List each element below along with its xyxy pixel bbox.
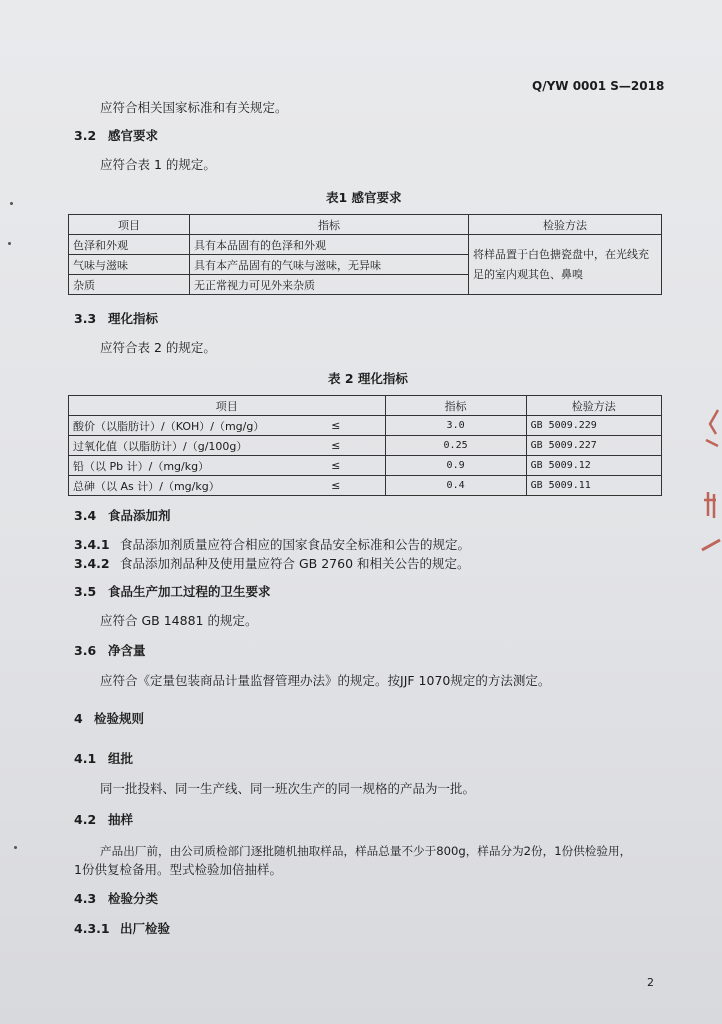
section-number: 4 <box>74 711 83 726</box>
table2-cell: ≤ <box>287 436 385 456</box>
scan-speck <box>14 846 17 849</box>
table1-caption: 表1 感官要求 <box>326 190 402 205</box>
section-title: 净含量 <box>108 643 146 658</box>
section-3-3-body: 应符合表 2 的规定。 <box>100 340 216 355</box>
section-title: 食品添加剂 <box>108 508 171 523</box>
section-title: 出厂检验 <box>120 921 171 936</box>
section-title: 组批 <box>108 751 134 766</box>
table2-cell: GB 5009.227 <box>526 436 661 456</box>
section-3-6-body: 应符合《定量包装商品计量监督管理办法》的规定。按JJF 1070规定的方法测定。 <box>100 673 551 688</box>
table1-cell: 无正常视力可见外来杂质 <box>190 275 469 295</box>
section-title: 理化指标 <box>108 311 159 326</box>
scan-speck <box>8 242 11 245</box>
table2-cell: 酸价（以脂肪计）/（KOH）/（mg/g） <box>69 416 288 436</box>
section-4-2-body-line2: 1份供复检备用。型式检验加倍抽样。 <box>74 862 282 877</box>
section-4-1-heading <box>74 751 133 767</box>
section-3-4-2 <box>74 556 470 572</box>
section-3-3-heading <box>74 311 158 327</box>
table2-cell: 3.0 <box>385 416 526 436</box>
table2-cell: 0.25 <box>385 436 526 456</box>
table2-cell: 过氧化值（以脂肪计）/（g/100g） <box>69 436 288 456</box>
table1-cell: 气味与滋味 <box>69 255 190 275</box>
section-number: 3.2 <box>74 128 97 143</box>
section-4-1-body: 同一批投料、同一生产线、同一班次生产的同一规格的产品为一批。 <box>100 781 476 796</box>
section-3-2-body: 应符合表 1 的规定。 <box>100 157 216 172</box>
doc-code: Q/YW 0001 S—2018 <box>532 79 665 93</box>
section-3-2-heading <box>74 128 158 144</box>
section-number: 4.2 <box>74 812 97 827</box>
table1-cell: 杂质 <box>69 275 190 295</box>
section-4-2-body-line1: 产品出厂前，由公司质检部门逐批随机抽取样品，样品总量不少于800g，样品分为2份，1份供检验用， <box>100 844 632 858</box>
table1-header-item: 项目 <box>69 215 190 235</box>
section-number: 3.4 <box>74 508 97 523</box>
section-title: 检验规则 <box>94 711 145 726</box>
table2-cell: ≤ <box>287 456 385 476</box>
table-row <box>69 456 662 476</box>
section-title: 感官要求 <box>108 128 159 143</box>
table2-cell: ≤ <box>287 476 385 496</box>
section-number: 4.3 <box>74 891 97 906</box>
clause-text: 食品添加剂品种及使用量应符合 GB 2760 和相关公告的规定。 <box>120 556 470 571</box>
page-number: 2 <box>647 976 654 989</box>
table-row <box>69 235 662 255</box>
table2-cell: GB 5009.229 <box>526 416 661 436</box>
table2-header-method: 检验方法 <box>526 396 661 416</box>
section-3-4-heading <box>74 508 171 524</box>
table2-cell: 铅（以 Pb 计）/（mg/kg） <box>69 456 288 476</box>
table2-cell: GB 5009.11 <box>526 476 661 496</box>
section-4-2-heading <box>74 812 133 828</box>
table-row <box>69 416 662 436</box>
clause-text: 食品添加剂质量应符合相应的国家食品安全标准和公告的规定。 <box>120 537 471 552</box>
table1-header-index: 指标 <box>190 215 469 235</box>
section-3-5-heading <box>74 584 271 600</box>
section-number: 3.3 <box>74 311 97 326</box>
section-number: 3.6 <box>74 643 97 658</box>
table2 <box>68 395 662 496</box>
section-3-4-1 <box>74 537 470 553</box>
table2-cell: ≤ <box>287 416 385 436</box>
section-3-5-body: 应符合 GB 14881 的规定。 <box>100 613 258 628</box>
table-row <box>69 476 662 496</box>
table1 <box>68 214 662 295</box>
table1-cell: 具有本产品固有的气味与滋味，无异味 <box>190 255 469 275</box>
table-row <box>69 436 662 456</box>
table2-cell: GB 5009.12 <box>526 456 661 476</box>
table2-caption: 表 2 理化指标 <box>328 371 408 386</box>
scan-speck <box>10 202 13 205</box>
section-4-3-heading <box>74 891 158 907</box>
seal-fragment-icon <box>698 400 722 570</box>
table2-cell: 0.9 <box>385 456 526 476</box>
section-3-6-heading <box>74 643 146 659</box>
table2-header-item: 项目 <box>69 396 386 416</box>
section-4-3-1-heading <box>74 921 170 937</box>
section-title: 检验分类 <box>108 891 159 906</box>
section-title: 抽样 <box>108 812 134 827</box>
table2-header-index: 指标 <box>385 396 526 416</box>
table1-header-method: 检验方法 <box>469 215 662 235</box>
section-4-heading <box>74 711 144 727</box>
table1-cell: 具有本品固有的色泽和外观 <box>190 235 469 255</box>
intro-line: 应符合相关国家标准和有关规定。 <box>100 100 288 115</box>
table1-method-cell: 将样品置于白色搪瓷盘中，在光线充足的室内观其色、鼻嗅 <box>469 235 662 295</box>
table1-cell: 色泽和外观 <box>69 235 190 255</box>
section-number: 3.5 <box>74 584 97 599</box>
section-title: 食品生产加工过程的卫生要求 <box>108 584 271 599</box>
table2-cell: 总砷（以 As 计）/（mg/kg） <box>69 476 288 496</box>
table2-cell: 0.4 <box>385 476 526 496</box>
section-number: 4.3.1 <box>74 921 110 936</box>
clause-number: 3.4.1 <box>74 537 110 552</box>
clause-number: 3.4.2 <box>74 556 110 571</box>
section-number: 4.1 <box>74 751 97 766</box>
